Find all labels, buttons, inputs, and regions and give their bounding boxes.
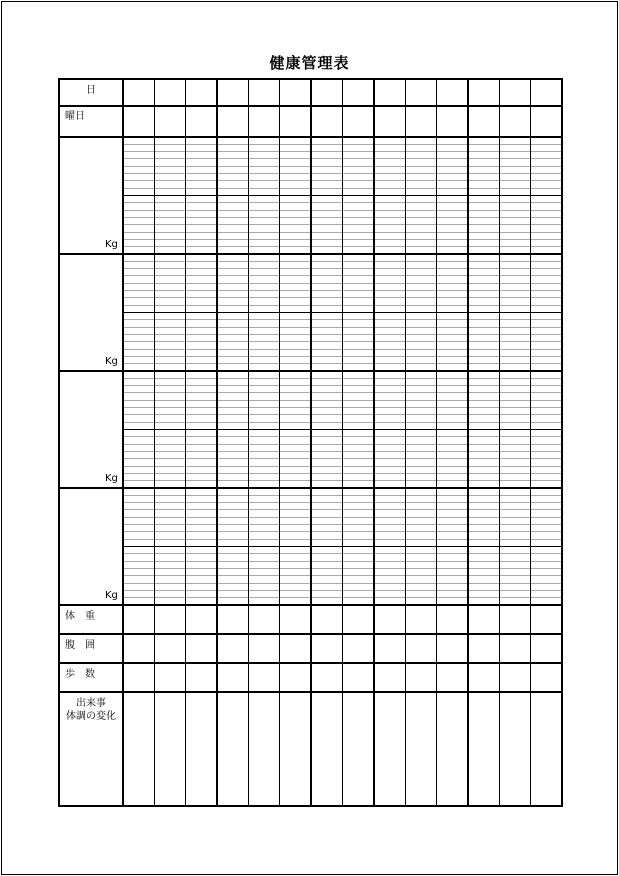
day-column-line <box>342 79 343 806</box>
table-right-border <box>561 78 563 807</box>
day-column-line <box>185 79 186 806</box>
day-column-line <box>154 79 155 806</box>
kg-unit-label: Kg <box>105 239 118 250</box>
page-title: 健康管理表 <box>269 54 350 72</box>
day-column-line <box>248 79 249 806</box>
day-column-line <box>499 79 500 806</box>
row-label-date: 日 <box>86 85 96 96</box>
kg-unit-label: Kg <box>105 473 118 484</box>
day-column-line <box>373 79 374 806</box>
day-column-line <box>216 79 217 806</box>
day-column-line <box>310 79 311 806</box>
day-column-line <box>530 79 531 806</box>
kg-unit-label: Kg <box>105 356 118 367</box>
row-label-events-line2: 体調の変化 <box>66 711 116 722</box>
row-label-waist: 腹 囲 <box>65 640 95 651</box>
day-column-line <box>279 79 280 806</box>
row-label-weight: 体 重 <box>65 611 95 622</box>
row-label-weekday: 曜日 <box>65 111 85 122</box>
day-column-line <box>467 79 468 806</box>
row-label-events-line1: 出来事 <box>76 698 106 709</box>
day-column-line <box>405 79 406 806</box>
kg-unit-label: Kg <box>105 590 118 601</box>
row-label-steps: 歩 数 <box>65 669 95 680</box>
day-column-line <box>436 79 437 806</box>
